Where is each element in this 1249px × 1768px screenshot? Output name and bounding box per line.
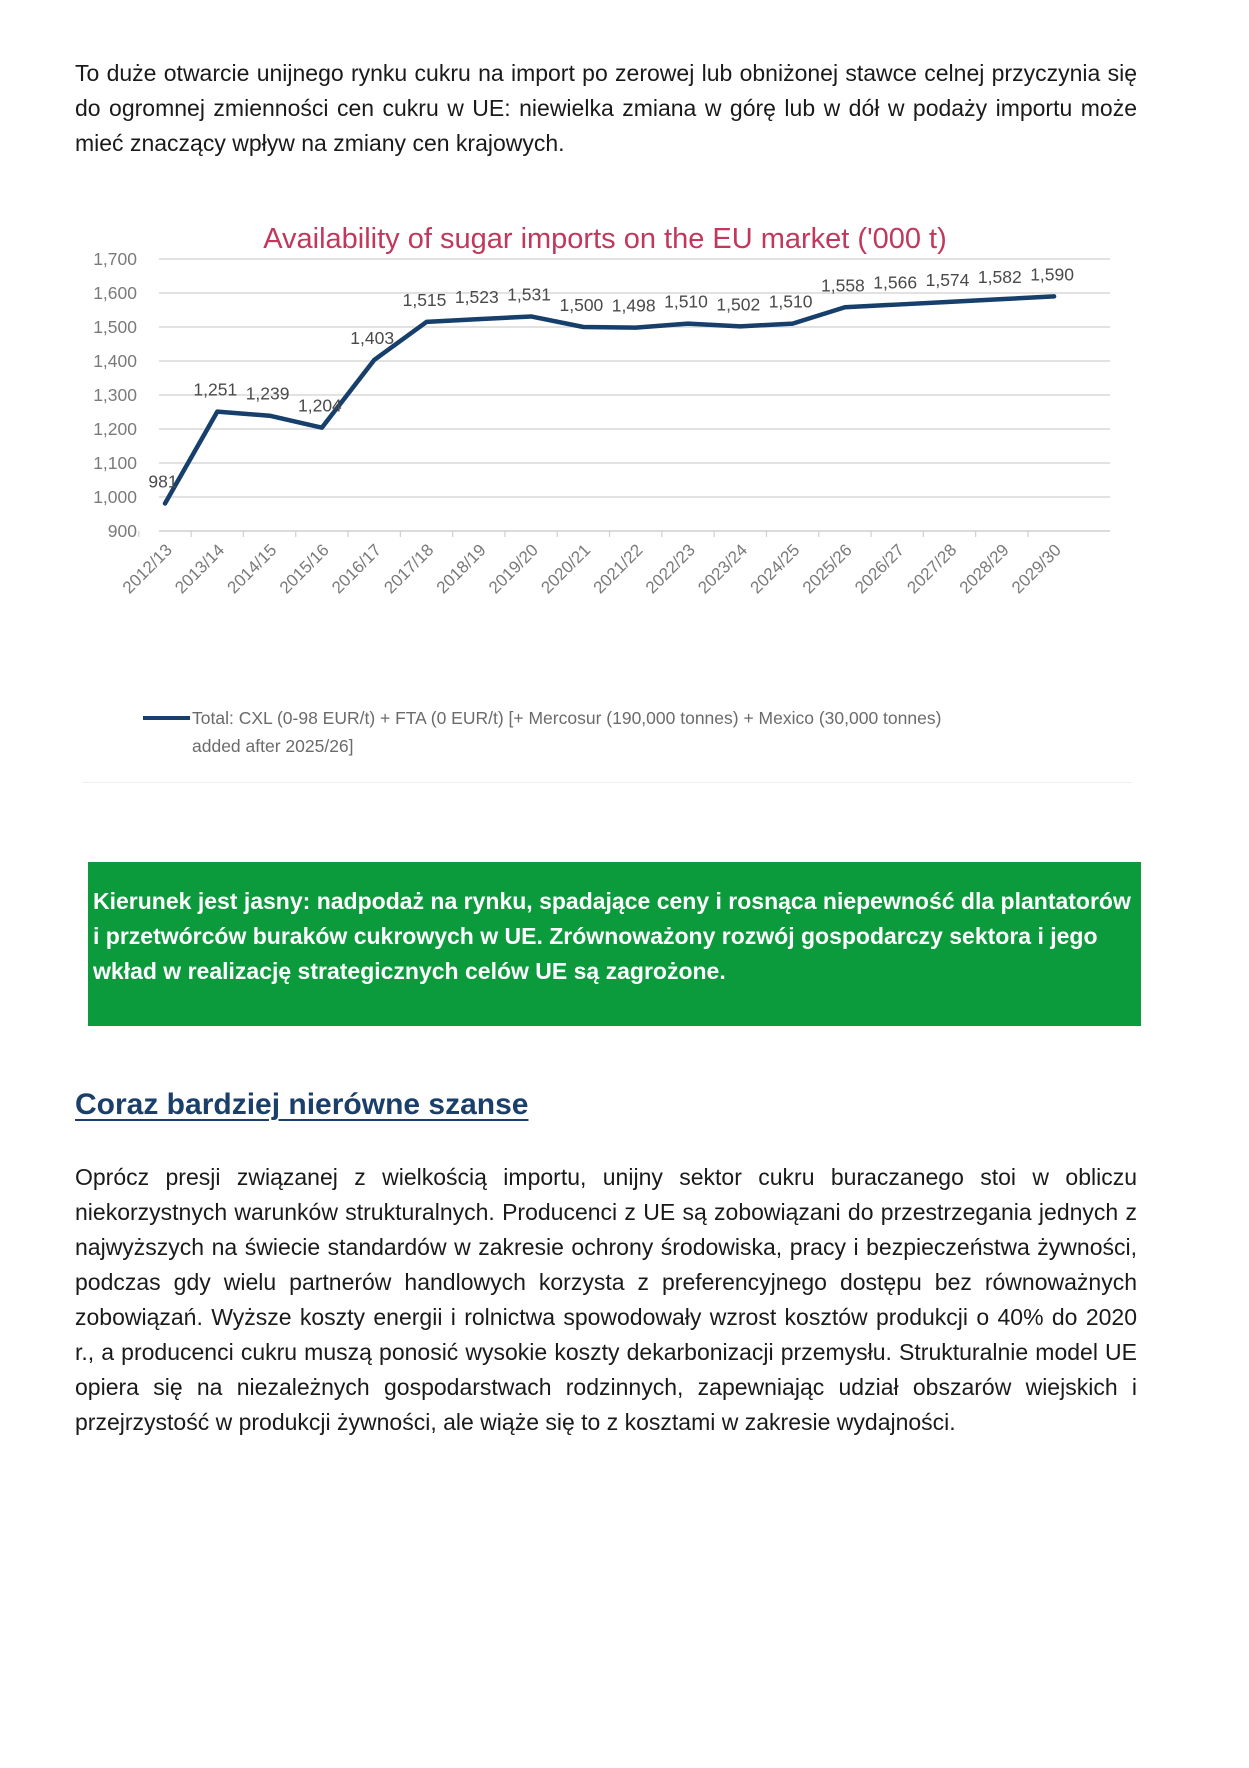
section-body-paragraph: Oprócz presji związanej z wielkością importu, unijny sektor cukru buraczanego stoi w obliczu niekorzystnych warunków strukturalnych. Producenci z UE są zobowiązani do przestrzegania jednych z najwyższych na świecie standardów w zakresie ochrony środowiska, pracy i bezpieczeństwa żywności, podczas gdy wielu partnerów handlowych korzysta z preferencyjnego dostępu bez równoważnych zobowiązań. Wyższe koszty energii i rolnictwa spowodowały wzrost kosztów produkcji o 40% do 2020 r., a producenci cukru muszą ponosić wysokie koszty dekarbonizacji przemysłu. Strukturalnie model UE opiera się na niezależnych gospodarstwach rodzinnych, zapewniając udział obszarów wiejskich i przejrzystość w produkcji żywności, ale wiąże się to z kosztami w zakresie wydajności. [75,1164,1137,1435]
data-label: 1,500 [559,295,604,315]
data-point [634,326,638,330]
data-point [1000,297,1004,301]
data-point [425,320,429,324]
x-tick-label: 2014/15 [223,540,281,598]
data-point [843,305,847,309]
data-label: 1,498 [611,295,656,316]
data-point [738,324,742,328]
callout-box [88,862,1141,1026]
y-tick-label: 1,700 [93,249,137,269]
chart-canvas [75,200,1135,790]
x-tick-label: 2018/19 [432,540,490,598]
data-point [895,303,899,307]
data-label: 1,566 [873,272,918,293]
data-label: 1,403 [350,327,395,348]
data-point [1052,294,1056,298]
data-label: 1,582 [977,267,1022,288]
y-tick-label: 900 [107,521,137,541]
data-point [268,414,272,418]
data-point [320,426,324,430]
x-tick-label: 2023/24 [694,540,752,598]
imports-chart [75,200,1135,790]
x-tick-label: 2025/26 [798,540,856,598]
section-heading: Coraz bardziej nierówne szanse [75,1088,529,1121]
callout-text: Kierunek jest jasny: nadpodaż na rynku, spadające ceny i rosnąca niepewność dla plantatorów i przetwórców buraków cukrowych w UE. Zrównoważony rozwój gospodarczy sektora i jego wkład w realizację strategicznych celów UE są zagrożone. [93,888,1131,984]
data-label: 981 [148,471,178,492]
data-label: 1,510 [664,291,708,312]
data-label: 1,590 [1030,264,1074,285]
data-point [372,358,376,362]
x-tick-label: 2027/28 [903,540,961,598]
x-tick-label: 2021/22 [589,540,647,598]
x-tick-label: 2029/30 [1008,540,1065,598]
y-tick-label: 1,200 [93,419,137,439]
data-label: 1,574 [925,269,970,290]
data-label: 1,510 [768,291,813,312]
x-tick-label: 2012/13 [118,540,176,598]
chart-data-labels [148,264,1074,491]
y-tick-label: 1,500 [93,317,137,337]
y-tick-label: 1,100 [93,453,137,473]
data-point [163,501,167,505]
x-tick-label: 2024/25 [746,540,804,598]
chart-series [163,291,1056,505]
x-tick-label: 2015/16 [275,540,333,598]
x-tick-label: 2026/27 [851,540,909,598]
chart-x-axis [119,531,1110,597]
x-tick-label: 2022/23 [641,540,699,598]
x-tick-label: 2017/18 [380,540,438,598]
data-label: 1,523 [454,287,499,308]
chart-legend [143,708,941,756]
data-label: 1,204 [298,395,342,416]
data-point [791,322,795,326]
chart-title: Availability of sugar imports on the EU market ('000 t) [263,223,947,255]
data-point [581,325,585,329]
chart-y-axis [93,249,137,541]
intro-paragraph: To duże otwarcie unijnego rynku cukru na import po zerowej lub obniżonej stawce celnej przyczynia się do ogromnej zmienności cen cukru w UE: niewielka zmiana w górę lub w dół w podaży importu może mieć znaczący wpływ na zmiany cen krajowych. [75,60,1137,156]
legend-entry: Total: CXL (0-98 EUR/t) + FTA (0 EUR/t) [+ Mercosur (190,000 tonnes) + Mexico (30,000 tonnes) added after 2025/26] [192,708,942,756]
x-tick-label: 2016/17 [328,540,386,598]
x-tick-label: 2019/20 [485,540,542,598]
data-label: 1,239 [245,383,290,404]
data-point [529,314,533,318]
data-point [948,300,952,304]
data-point [477,317,481,321]
chart-divider [82,782,1132,783]
y-tick-label: 1,600 [93,283,137,303]
data-point [686,322,690,326]
x-tick-label: 2028/29 [955,540,1013,598]
data-label: 1,531 [507,284,551,305]
x-tick-label: 2020/21 [537,540,595,598]
data-point [215,410,219,414]
data-label: 1,251 [193,379,238,400]
data-label: 1,502 [716,294,761,315]
y-tick-label: 1,000 [93,487,137,507]
x-tick-label: 2013/14 [171,540,229,598]
y-tick-label: 1,400 [93,351,137,371]
data-label: 1,515 [402,289,447,310]
data-label: 1,558 [821,275,865,296]
y-tick-label: 1,300 [93,385,137,405]
